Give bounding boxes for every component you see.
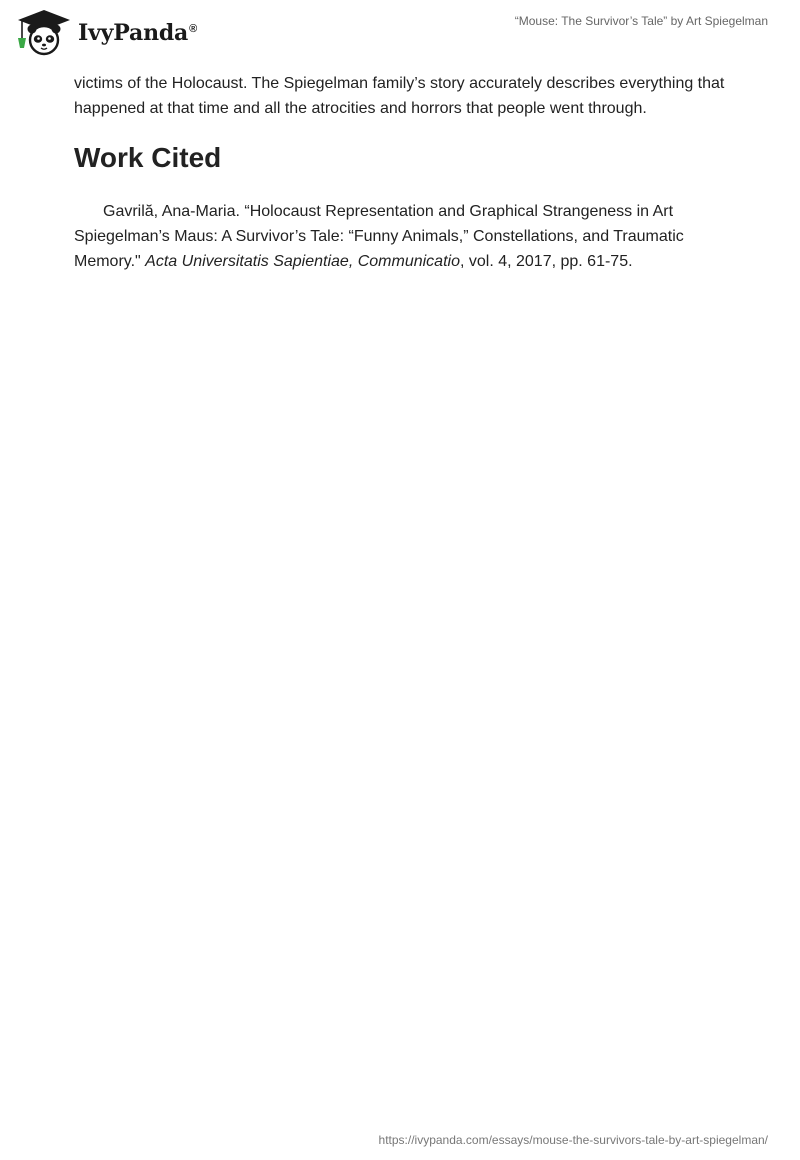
- citation-entry: [74, 199, 734, 274]
- panda-graduation-cap-icon: [14, 8, 74, 56]
- body-paragraph: victims of the Holocaust. The Spiegelman family’s story accurately describes everything that happened at that time and all the atrocities and horrors that people went through.: [74, 75, 725, 117]
- site-logo[interactable]: [14, 8, 197, 56]
- running-header-title: “Mouse: The Survivor’s Tale” by Art Spiegelman: [514, 14, 768, 28]
- citation-tail: , vol. 4, 2017, pp. 61-75.: [459, 253, 633, 270]
- document-body: [74, 71, 734, 274]
- section-title: Work Cited: [74, 142, 222, 173]
- brand-name: IvyPanda®: [78, 20, 198, 46]
- citation-journal: Acta Universitatis Sapientiae, Communicatio: [145, 253, 460, 270]
- citation-lead: Gavrilă, Ana-Maria. “Holocaust Representation and Graphical Strangeness in Art Spiegelman’s Maus: A Survivor’s Tale: “Funny Animals,” Constellations, and Traumatic Memory.": [74, 203, 684, 270]
- registered-mark: ®: [189, 22, 198, 35]
- footer-url-link[interactable]: https://ivypanda.com/essays/mouse-the-survivors-tale-by-art-spiegelman/: [378, 1133, 768, 1147]
